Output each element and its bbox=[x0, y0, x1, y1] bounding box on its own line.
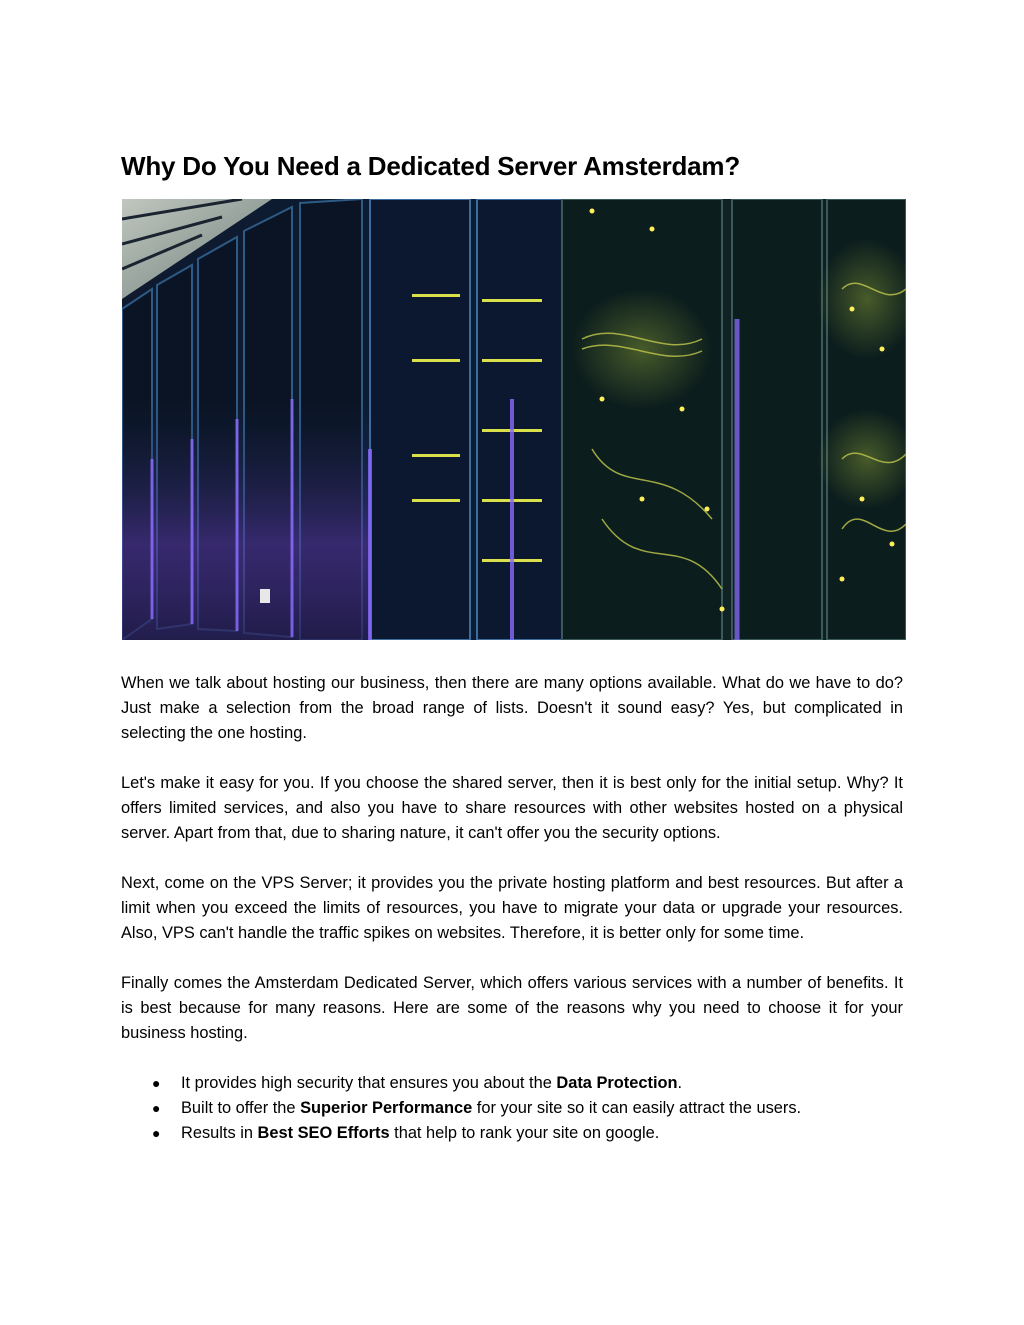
list-item-text: . bbox=[677, 1074, 683, 1092]
paragraph: Next, come on the VPS Server; it provides you the private hosting platform and best resources. But after a limit when you exceed the limits of resources, you have to migrate your data or upgrade your resources. Also, VPS can't handle the traffic spikes on websites. Therefore, it is better only for some time. bbox=[121, 874, 903, 942]
list-item-text: Results in bbox=[181, 1124, 258, 1142]
list-item-bold: Best SEO Efforts bbox=[257, 1124, 390, 1142]
document-body bbox=[121, 671, 903, 1146]
list-item-text: that help to rank your site on google. bbox=[389, 1124, 660, 1142]
list-item-text: for your site so it can easily attract the users. bbox=[472, 1099, 802, 1117]
bullet-icon: ● bbox=[152, 1100, 161, 1116]
paragraph: When we talk about hosting our business, then there are many options available. What do we have to do? Just make a selection from the broad range of lists. Doesn't it sound easy? Yes, but complicated in selecting the one hosting. bbox=[121, 674, 903, 742]
list-item bbox=[121, 1121, 903, 1146]
paragraph: Let's make it easy for you. If you choose the shared server, then it is best only for the initial setup. Why? It offers limited services, and also you have to share resources with other websites hosted on a physical server. Apart from that, due to sharing nature, it can't offer you the security options. bbox=[121, 774, 903, 842]
list-item-bold: Superior Performance bbox=[300, 1099, 473, 1117]
bullet-icon: ● bbox=[152, 1075, 161, 1091]
list-item-text: It provides high security that ensures you about the bbox=[181, 1074, 557, 1092]
reasons-list bbox=[121, 1071, 903, 1146]
bullet-icon: ● bbox=[152, 1125, 161, 1141]
list-item bbox=[121, 1071, 903, 1096]
list-item-text: Built to offer the bbox=[181, 1099, 301, 1117]
list-item-bold: Data Protection bbox=[556, 1074, 678, 1092]
list-item bbox=[121, 1096, 903, 1121]
server-racks-photo bbox=[122, 199, 906, 640]
document-title: Why Do You Need a Dedicated Server Amsterdam? bbox=[121, 151, 741, 181]
paragraph: Finally comes the Amsterdam Dedicated Server, which offers various services with a number of benefits. It is best because for many reasons. Here are some of the reasons why you need to choose it for your business hosting. bbox=[121, 974, 903, 1042]
